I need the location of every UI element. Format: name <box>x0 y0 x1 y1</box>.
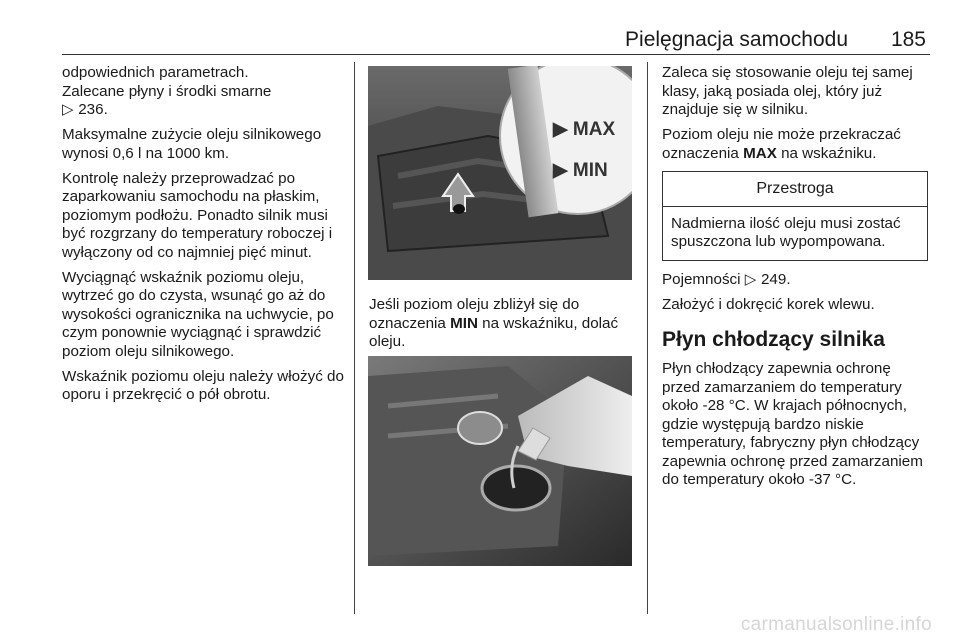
page-title: Pielęgnacja samochodu <box>625 28 848 51</box>
column-3 <box>662 64 928 496</box>
paragraph: Wskaźnik poziomu oleju należy włożyć do oporu i przekręcić o pół obrotu. <box>62 367 344 403</box>
engine-dipstick-photo <box>368 66 632 280</box>
cross-reference[interactable]: Pojemności ▷ 249. <box>662 270 791 288</box>
warning-title: Przestroga <box>663 172 927 207</box>
reference-arrow-icon: ▷ <box>744 270 757 288</box>
oil-filling-photo <box>368 356 632 566</box>
oil-level-caption: Jeśli poziom oleju zbliżył się do oznaczenia MIN na wskaźniku, dolać oleju. <box>369 296 619 350</box>
paragraph: odpowiednich parametrach. <box>62 64 249 81</box>
paragraph: Poziom oleju nie może przekraczać oznaczenia MAX na wskaźniku. <box>662 126 901 162</box>
dipstick-max-label: ▶ MAX <box>553 119 616 140</box>
dipstick-min-label: ▶ MIN <box>553 160 608 181</box>
warning-box <box>662 171 928 261</box>
oil-filling-illustration <box>368 356 632 566</box>
section-heading: Płyn chłodzący silnika <box>662 328 885 351</box>
page-header <box>62 26 930 55</box>
reference-arrow-icon: ▷ <box>62 101 74 118</box>
paragraph: Kontrolę należy przeprowadzać po zaparkowaniu samochodu na płaskim, poziomym podłożu. Ponadto silnik musi być rozgrzany do temperatury roboczej i wyłączony od co najmniej pięć minut. <box>62 169 333 261</box>
watermark: carmanualsonline.info <box>740 614 932 635</box>
column-divider-2 <box>647 62 648 614</box>
warning-body: Nadmierna ilość oleju musi zostać spuszczona lub wypompowana. <box>671 214 901 250</box>
paragraph: Zaleca się stosowanie oleju tej samej klasy, jaką posiada olej, który już znajduje się w silniku. <box>662 64 913 118</box>
paragraph: Założyć i dokręcić korek wlewu. <box>662 295 875 313</box>
paragraph: Wyciągnąć wskaźnik poziomu oleju, wytrzeć go do czysta, wsunąć go aż do wysokości ogranicznika na uchwycie, po czym ponownie wyciągnąć i sprawdzić poziom oleju silnikowego. <box>62 268 334 360</box>
paragraph: Maksymalne zużycie oleju silnikowego wynosi 0,6 l na 1000 km. <box>62 126 322 162</box>
paragraph: Płyn chłodzący zapewnia ochronę przed zamarzaniem do temperatury około -28 °C. W krajach północnych, gdzie występują bardzo niskie temperatury, fabryczny płyn chłodzący zapewnia ochronę przed zamarzaniem do temperatury około -37 °C. <box>662 360 923 488</box>
column-1 <box>62 64 344 411</box>
cross-reference[interactable]: Zalecane płyny i środki smarne ▷ 236. <box>62 82 272 118</box>
page-number: 185 <box>890 28 926 51</box>
column-divider-1 <box>354 62 355 614</box>
